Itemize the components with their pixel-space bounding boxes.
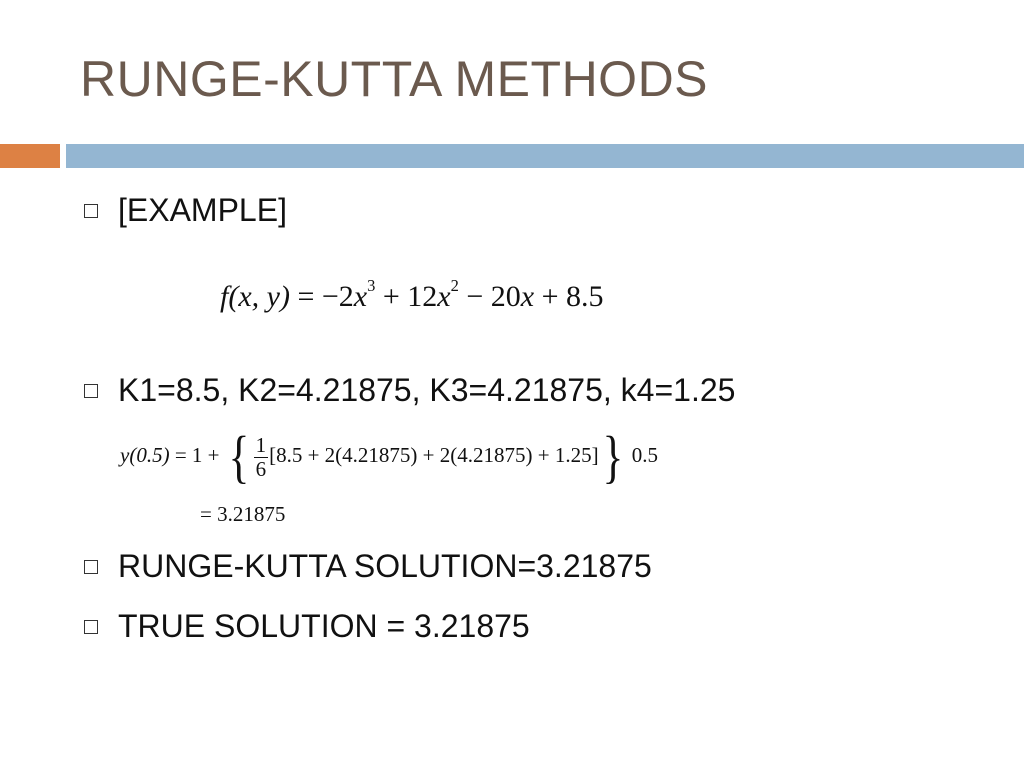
eq2-plus: + — [207, 442, 220, 467]
eq1-equals: = — [297, 280, 315, 313]
eq1-plus2: + — [541, 280, 559, 313]
eq1-minus: − — [466, 280, 484, 313]
eq1-plus1: + — [382, 280, 400, 313]
eq2-frac-den: 6 — [255, 456, 267, 481]
eq1-term4: 8.5 — [566, 280, 604, 313]
bullet-text: [EXAMPLE] — [118, 192, 287, 228]
eq2-fraction — [254, 434, 269, 479]
left-brace-icon: { — [228, 424, 250, 489]
bullet-text: K1=8.5, K2=4.21875, K3=4.21875, k4=1.25 — [118, 372, 736, 408]
eq1-term3-coef: 20 — [490, 280, 521, 313]
accent-bar-orange — [0, 144, 60, 168]
eq1-term1-exp: 3 — [367, 276, 376, 296]
eq2-frac-num: 1 — [255, 433, 267, 458]
bullet-example — [84, 192, 287, 229]
equation-y — [120, 424, 658, 489]
eq2-bracket: [8.5 + 2(4.21875) + 2(4.21875) + 1.25] — [269, 442, 599, 467]
bullet-box-icon — [84, 560, 98, 574]
eq2-line2-equals: = — [200, 502, 212, 526]
bullet-box-icon — [84, 384, 98, 398]
bullet-rk-solution — [84, 548, 652, 585]
eq1-term3-var: x — [520, 280, 535, 313]
eq1-lhs: f(x, y) — [220, 280, 290, 313]
eq1-term2-exp: 2 — [450, 276, 459, 296]
eq2-one: 1 — [191, 442, 203, 467]
eq2-h: 0.5 — [631, 442, 658, 467]
bullet-box-icon — [84, 620, 98, 634]
slide-title: RUNGE-KUTTA METHODS — [80, 51, 709, 107]
bullet-text: TRUE SOLUTION = 3.21875 — [118, 608, 530, 644]
equation-y-result — [200, 502, 285, 527]
eq1-term2-coef: 12 — [407, 280, 438, 313]
equation-f — [220, 276, 604, 314]
eq2-equals: = — [174, 442, 187, 467]
bullet-true-solution — [84, 608, 530, 645]
eq1-term2-var: x — [437, 280, 451, 313]
bullet-k-values — [84, 372, 735, 409]
eq2-lhs: y(0.5) — [120, 442, 170, 467]
eq2-line2-value: 3.21875 — [217, 502, 286, 526]
bullet-text: RUNGE-KUTTA SOLUTION=3.21875 — [118, 548, 652, 584]
bullet-box-icon — [84, 204, 98, 218]
right-brace-icon: } — [602, 424, 623, 489]
accent-bar-blue — [66, 144, 1024, 168]
eq1-term1-coef: −2 — [321, 280, 354, 313]
eq1-term1-var: x — [353, 280, 368, 313]
